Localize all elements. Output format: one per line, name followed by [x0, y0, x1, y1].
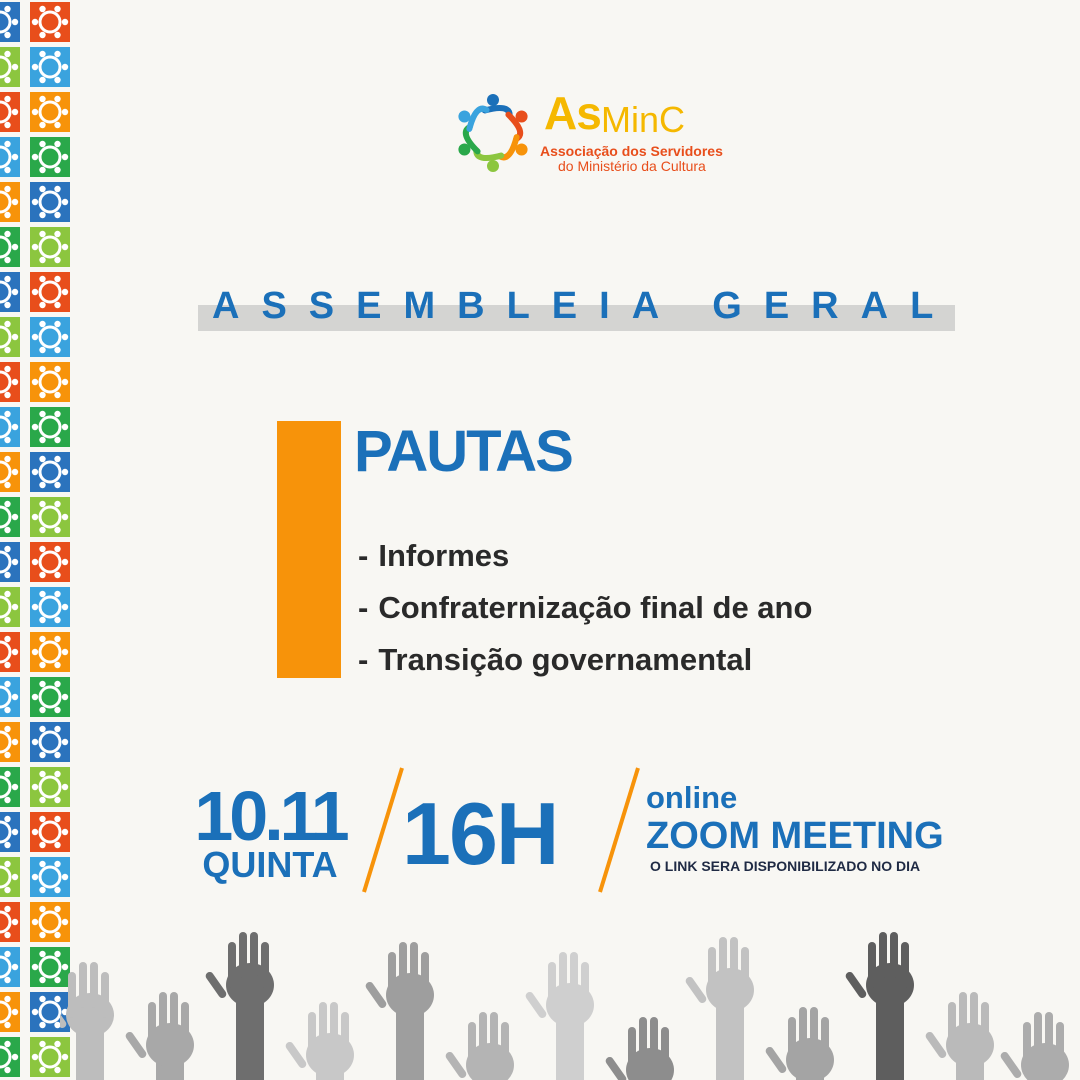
decorative-tile: [0, 45, 22, 89]
decorative-tile: [0, 90, 22, 134]
agenda-title: PAUTAS: [354, 419, 572, 484]
agenda-item: [358, 634, 812, 686]
decorative-tile: [28, 180, 72, 224]
decorative-tile: [0, 315, 22, 359]
event-link-note: O LINK SERA DISPONIBILIZADO NO DIA: [650, 858, 921, 874]
decorative-tile: [28, 270, 72, 314]
decorative-tile: [28, 765, 72, 809]
logo-wordmark-minc: MinC: [601, 99, 686, 140]
agenda-item: [358, 582, 812, 634]
decorative-tile: [28, 495, 72, 539]
decorative-tile: [0, 360, 22, 404]
decorative-tile: [28, 225, 72, 269]
decorative-tile: [0, 1035, 22, 1079]
decorative-tile: [0, 990, 22, 1034]
event-platform: ZOOM MEETING: [646, 815, 944, 857]
agenda-item-text: Confraternização final de ano: [378, 590, 813, 625]
event-time: 16H: [402, 784, 558, 883]
event-weekday: QUINTA: [202, 844, 338, 885]
decorative-tile: [28, 135, 72, 179]
decorative-tile: [28, 0, 72, 44]
decorative-tile: [0, 225, 22, 269]
decorative-tile: [28, 630, 72, 674]
agenda-list: [358, 530, 812, 686]
decorative-tile: [0, 675, 22, 719]
decorative-tile: [28, 855, 72, 899]
decorative-tile: [0, 540, 22, 584]
bullet-dash: -: [358, 538, 369, 573]
decorative-tile: [0, 450, 22, 494]
agenda-item: [358, 530, 812, 582]
decorative-tile: [0, 585, 22, 629]
decorative-tile: [28, 405, 72, 449]
decorative-tile: [0, 405, 22, 449]
decorative-tile: [28, 675, 72, 719]
decorative-tile: [0, 900, 22, 944]
decorative-tile: [0, 495, 22, 539]
decorative-tile: [0, 0, 22, 44]
decorative-tile: [0, 720, 22, 764]
decorative-tile: [0, 630, 22, 674]
logo-org-line1: Associação dos Servidores: [540, 143, 723, 159]
event-date-block: [185, 777, 355, 885]
decorative-tile: [28, 360, 72, 404]
agenda-accent-bar: [277, 421, 341, 678]
decorative-tile: [0, 270, 22, 314]
decorative-tile: [28, 540, 72, 584]
decorative-tile: [0, 945, 22, 989]
event-mode: online: [646, 780, 738, 815]
logo-wordmark-as: As: [544, 87, 601, 139]
agenda-item-text: Transição governamental: [378, 642, 753, 677]
decorative-tile: [28, 585, 72, 629]
decorative-tile: [0, 135, 22, 179]
decorative-stripe-right: [28, 0, 72, 1080]
agenda-item-text: Informes: [378, 538, 510, 573]
decorative-tile: [28, 45, 72, 89]
raised-hands-illustration: [60, 920, 1080, 1080]
decorative-tile: [28, 315, 72, 359]
event-date: 10.11: [194, 777, 346, 855]
decorative-tile: [0, 855, 22, 899]
decorative-tile: [28, 90, 72, 134]
decorative-tile: [28, 450, 72, 494]
decorative-tile: [0, 765, 22, 809]
decorative-tile: [0, 180, 22, 224]
people-circle-icon: [448, 88, 538, 178]
separator-slash: [358, 764, 408, 896]
bullet-dash: -: [358, 642, 369, 677]
logo-org-line2: do Ministério da Cultura: [558, 158, 706, 174]
page-title: ASSEMBLEIA GERAL: [212, 285, 956, 327]
decorative-tile: [0, 810, 22, 854]
decorative-tile: [28, 720, 72, 764]
separator-slash: [594, 764, 644, 896]
decorative-tile: [28, 810, 72, 854]
asminc-logo: [448, 87, 723, 178]
bullet-dash: -: [358, 590, 369, 625]
decorative-stripe-left: [0, 0, 22, 1080]
